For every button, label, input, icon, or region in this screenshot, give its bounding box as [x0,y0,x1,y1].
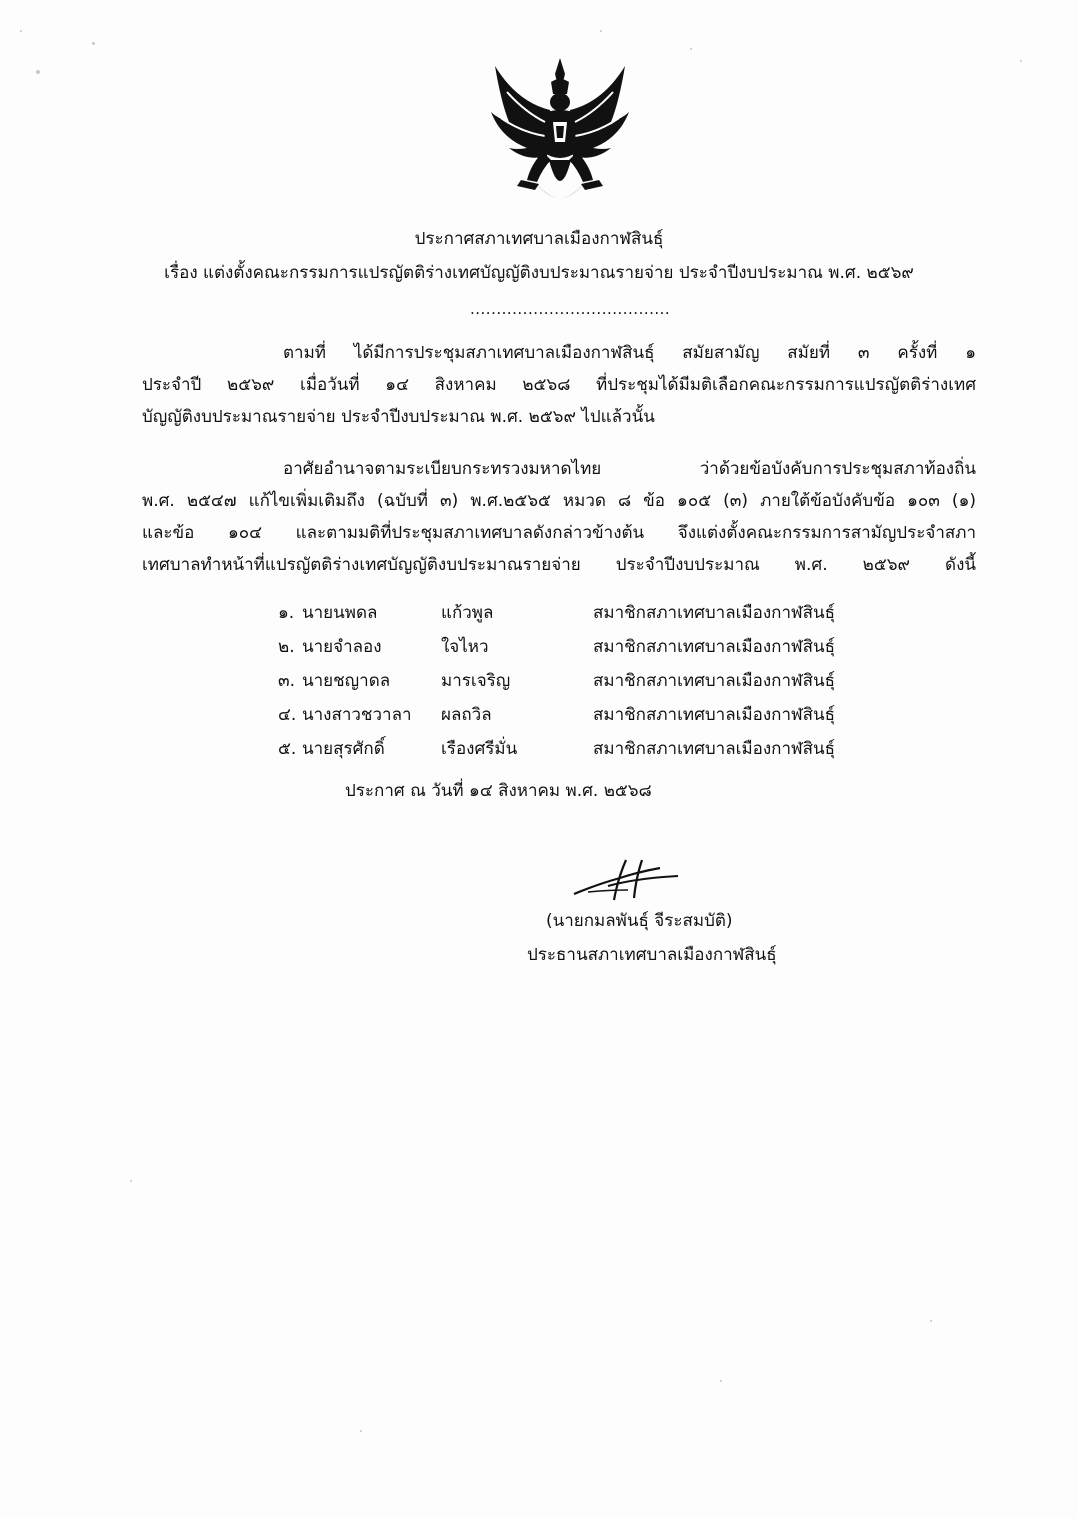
title-separator: ...................................... [470,300,671,318]
scan-speck [600,30,602,32]
scan-speck [36,70,40,74]
scan-speck [720,1380,722,1382]
signatory-name: (นายกมลพันธุ์ จีระสมบัติ) [546,911,733,931]
scan-speck [360,1430,362,1432]
paragraph-2-line: พ.ศ. ๒๕๔๗ แก้ไขเพิ่มเติมถึง (ฉบับที่ ๓) พ.ศ.๒๕๖๕ หมวด ๘ ข้อ ๑๐๕ (๓) ภายใต้ข้อบังคับข้อ ๑๐๓ (๑) [142,491,976,511]
announcement-date: ประกาศ ณ วันที่ ๑๔ สิงหาคม พ.ศ. ๒๕๖๘ [345,781,652,801]
scan-speck [20,30,22,32]
scan-speck [1020,60,1022,62]
scan-speck [92,42,95,45]
member-last-name: ใจไหว [441,637,489,657]
announcement-title: ประกาศสภาเทศบาลเมืองกาฬสินธุ์ [414,229,664,249]
paragraph-1-line: บัญญัติงบประมาณรายจ่าย ประจำปีงบประมาณ พ.ศ. ๒๕๖๙ ไปแล้วนั้น [142,407,655,427]
member-last-name: ผลถวิล [441,705,492,725]
member-role: สมาชิกสภาเทศบาลเมืองกาฬสินธุ์ [593,637,836,657]
member-role: สมาชิกสภาเทศบาลเมืองกาฬสินธุ์ [593,705,836,725]
announcement-subject: เรื่อง แต่งตั้งคณะกรรมการแปรญัตติร่างเทศบัญญัติงบประมาณรายจ่าย ประจำปีงบประมาณ พ.ศ. ๒๕๖๙ [164,263,914,283]
member-row [0,636,1078,662]
member-number: ๓. [278,671,296,691]
member-row [0,670,1078,696]
member-row [0,704,1078,730]
member-first-name: นายนพดล [302,603,378,623]
member-last-name: เรืองศรีมั่น [441,739,518,759]
member-role: สมาชิกสภาเทศบาลเมืองกาฬสินธุ์ [593,739,836,759]
member-first-name: นายชญาดล [302,671,391,691]
member-number: ๕. [278,739,297,759]
member-number: ๔. [278,705,297,725]
scan-speck [690,48,692,50]
paragraph-2-line: เทศบาลทำหน้าที่แปรญัตติร่างเทศบัญญัติงบประมาณรายจ่าย ประจำปีงบประมาณ พ.ศ. ๒๕๖๙ ดังนี้ [142,555,976,575]
member-role: สมาชิกสภาเทศบาลเมืองกาฬสินธุ์ [593,603,836,623]
member-last-name: มารเจริญ [441,671,511,691]
signature-icon [568,856,688,906]
member-last-name: แก้วพูล [441,603,494,623]
member-row [0,602,1078,628]
member-number: ๒. [278,637,295,657]
scan-speck [930,1320,932,1322]
member-row [0,738,1078,764]
paragraph-1-line: ตามที่ ได้มีการประชุมสภาเทศบาลเมืองกาฬสินธุ์ สมัยสามัญ สมัยที่ ๓ ครั้งที่ ๑ [283,343,976,363]
paragraph-2-line: และข้อ ๑๐๔ และตามมติที่ประชุมสภาเทศบาลดังกล่าวข้างต้น จึงแต่งตั้งคณะกรรมการสามัญประจำสภา [142,523,976,543]
member-first-name: นายสุรศักดิ์ [302,739,385,759]
member-number: ๑. [278,603,295,623]
scan-speck [130,1180,132,1182]
paragraph-2-line: อาศัยอำนาจตามระเบียบกระทรวงมหาดไทย ว่าด้วยข้อบังคับการประชุมสภาท้องถิ่น [283,459,976,479]
member-role: สมาชิกสภาเทศบาลเมืองกาฬสินธุ์ [593,671,836,691]
garuda-emblem-icon [487,52,633,212]
member-first-name: นายจำลอง [302,637,382,657]
paragraph-1-line: ประจำปี ๒๕๖๙ เมื่อวันที่ ๑๔ สิงหาคม ๒๕๖๘ ที่ประชุมได้มีมติเลือกคณะกรรมการแปรญัตติร่างเทศ [142,375,976,395]
member-first-name: นางสาวชวาลา [302,705,412,725]
signatory-position: ประธานสภาเทศบาลเมืองกาฬสินธุ์ [527,945,777,965]
